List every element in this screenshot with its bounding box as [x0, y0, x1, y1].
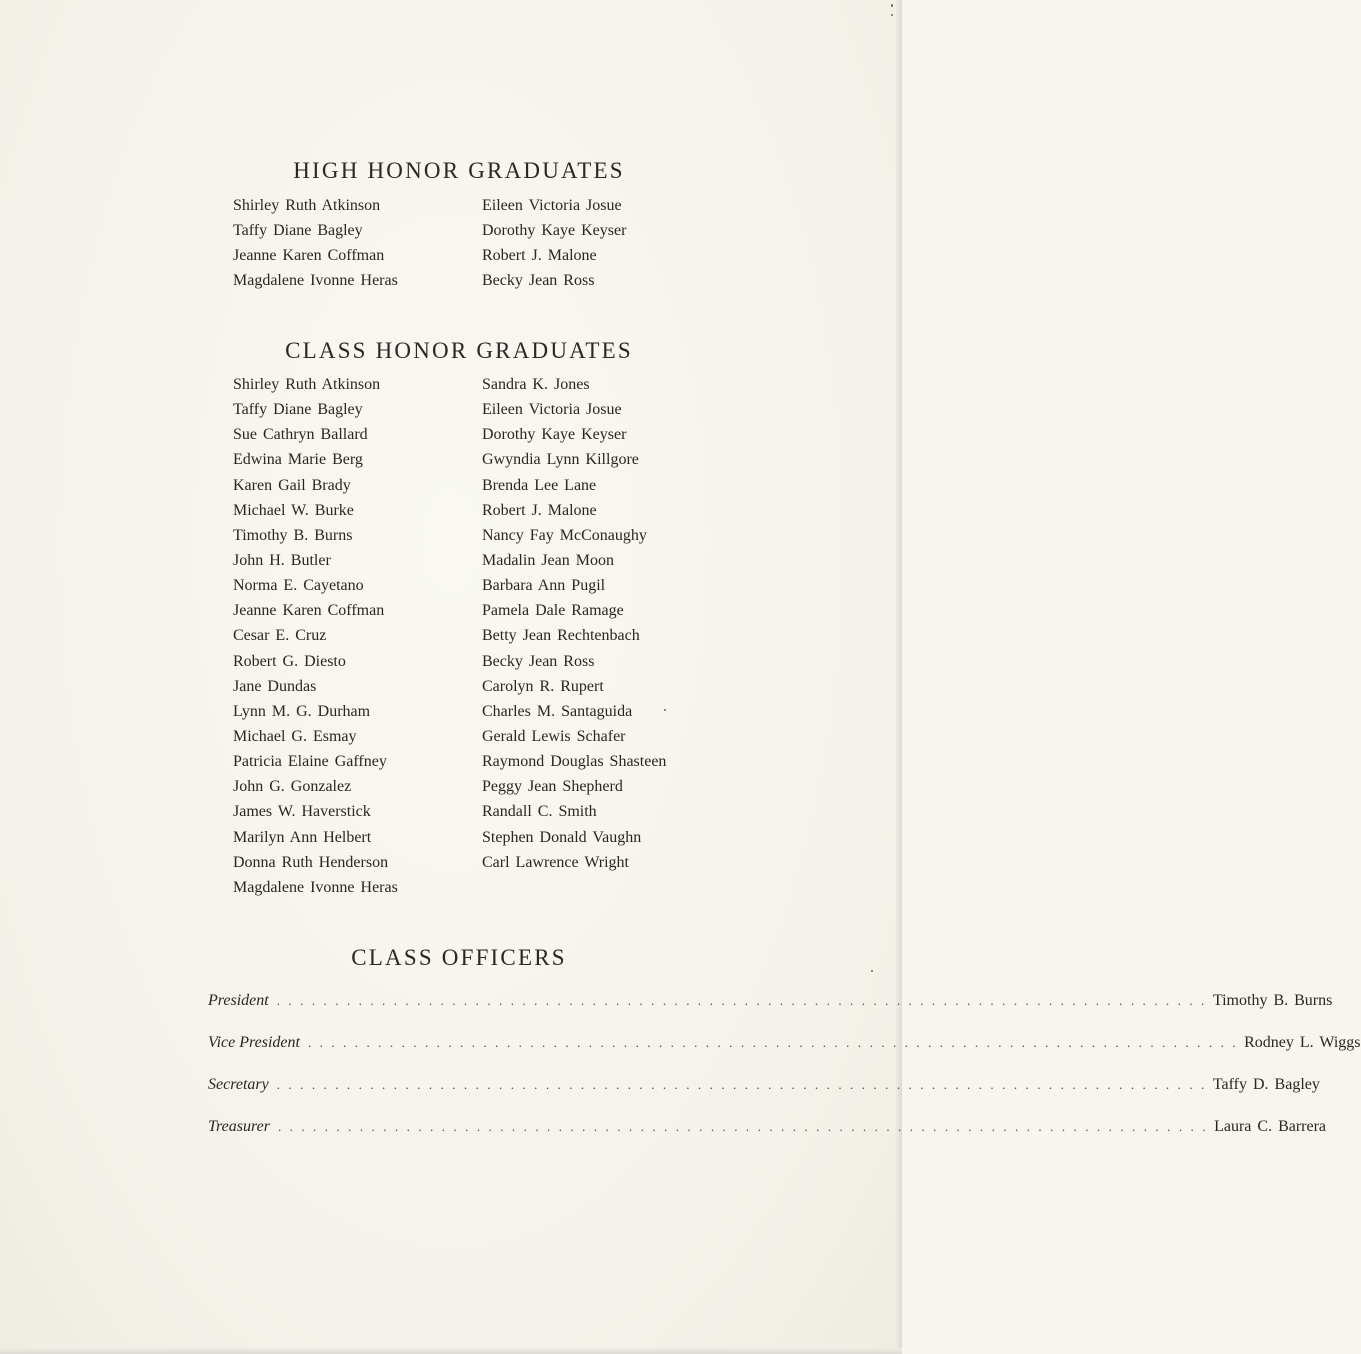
graduate-name: Becky Jean Ross: [482, 272, 595, 290]
graduate-name: Madalin Jean Moon: [482, 551, 614, 569]
officer-row-president: [208, 992, 1333, 1016]
graduate-name: Jeanne Karen Coffman: [233, 247, 385, 265]
graduate-name: Robert J. Malone: [482, 247, 597, 265]
officer-row-secretary: [208, 1076, 1320, 1100]
dot-leader: . . . . . . . . . . . . . . . . . . . . . . . . . . . . . . . . . . . . . . . . . . . . . . . . . . . . . . . . . . . . . . . . . . . . . . . . . . . . . . . .: [307, 1035, 1239, 1050]
graduate-name: Shirley Ruth Atkinson: [233, 376, 381, 393]
graduate-name: Dorothy Kaye Keyser: [482, 222, 627, 240]
officer-role: Treasurer: [208, 1118, 270, 1135]
graduate-name: Karen Gail Brady: [233, 476, 351, 494]
graduate-name: Raymond Douglas Shasteen: [482, 753, 667, 771]
officer-name: Timothy B. Burns: [1212, 992, 1333, 1009]
officer-role: Secretary: [208, 1076, 269, 1093]
graduate-name: Norma E. Cayetano: [233, 577, 364, 595]
graduate-name: Gwyndia Lynn Killgore: [482, 451, 639, 469]
graduate-name: Patricia Elaine Gaffney: [233, 753, 387, 771]
graduate-name: Taffy Diane Bagley: [233, 222, 363, 240]
high-honor-heading: HIGH HONOR GRADUATES: [293, 158, 625, 183]
officer-name: Rodney L. Wiggs: [1244, 1034, 1361, 1051]
graduate-name: Eileen Victoria Josue: [482, 197, 622, 214]
paper-speck: [871, 970, 873, 972]
graduate-name: Jeanne Karen Coffman: [233, 602, 385, 620]
graduate-name: Magdalene Ivonne Heras: [233, 272, 398, 290]
graduate-name: Robert G. Diesto: [233, 652, 346, 670]
graduate-name: Gerald Lewis Schafer: [482, 727, 626, 745]
graduate-name: Robert J. Malone: [482, 501, 597, 519]
page-edge-bottom: [0, 1348, 902, 1354]
graduate-name: Barbara Ann Pugil: [482, 577, 606, 595]
graduate-name: Jane Dundas: [233, 677, 317, 695]
graduate-name: John H. Butler: [233, 551, 331, 569]
class-honor-heading: CLASS HONOR GRADUATES: [285, 338, 633, 363]
class-officers-heading: CLASS OFFICERS: [351, 945, 567, 970]
graduate-name: Edwina Marie Berg: [233, 451, 363, 469]
high-honor-list-right: [482, 193, 626, 294]
class-honor-list-left: [233, 372, 398, 900]
graduate-name: Timothy B. Burns: [233, 526, 353, 544]
graduate-name: Pamela Dale Ramage: [482, 602, 624, 620]
graduate-name: Eileen Victoria Josue: [482, 401, 622, 419]
graduate-name: Brenda Lee Lane: [482, 476, 597, 494]
graduate-name: Charles M. Santaguida: [482, 702, 633, 720]
dot-leader: . . . . . . . . . . . . . . . . . . . . . . . . . . . . . . . . . . . . . . . . . . . . . . . . . . . . . . . . . . . . . . . . . . . . . . . . . . . . . . . .: [276, 1077, 1207, 1092]
graduate-name: Betty Jean Rechtenbach: [482, 627, 640, 645]
class-honor-list-right: [482, 372, 666, 875]
graduate-name: Nancy Fay McConaughy: [482, 526, 647, 544]
graduate-name: Lynn M. G. Durham: [233, 702, 371, 720]
graduate-name: Dorothy Kaye Keyser: [482, 426, 627, 444]
officer-name: Laura C. Barrera: [1214, 1118, 1327, 1135]
graduate-name: James W. Haverstick: [233, 803, 371, 821]
graduate-name: Randall C. Smith: [482, 803, 597, 821]
paper-speck: [891, 4, 893, 7]
graduate-name: Cesar E. Cruz: [233, 627, 327, 645]
dot-leader: . . . . . . . . . . . . . . . . . . . . . . . . . . . . . . . . . . . . . . . . . . . . . . . . . . . . . . . . . . . . . . . . . . . . . . . . . . . . . . . .: [276, 993, 1207, 1008]
graduate-name: Stephen Donald Vaughn: [482, 828, 642, 846]
officer-row-vice-president: [208, 1034, 1361, 1058]
graduate-name: Sue Cathryn Ballard: [233, 426, 368, 444]
graduate-name: Peggy Jean Shepherd: [482, 778, 623, 796]
graduate-name: Michael W. Burke: [233, 501, 354, 519]
officer-name: Taffy D. Bagley: [1212, 1076, 1320, 1093]
graduate-name: Carl Lawrence Wright: [482, 853, 629, 871]
graduate-name: Sandra K. Jones: [482, 376, 590, 393]
paper-speck: [891, 14, 893, 16]
graduate-name: Taffy Diane Bagley: [233, 401, 363, 419]
graduate-name: John G. Gonzalez: [233, 778, 352, 796]
paper-speck: [664, 709, 666, 711]
graduate-name: Shirley Ruth Atkinson: [233, 197, 381, 214]
officer-role: President: [208, 992, 269, 1009]
graduate-name: Michael G. Esmay: [233, 727, 357, 745]
dot-leader: . . . . . . . . . . . . . . . . . . . . . . . . . . . . . . . . . . . . . . . . . . . . . . . . . . . . . . . . . . . . . . . . . . . . . . . . . . . . . . . .: [277, 1119, 1209, 1134]
graduate-name: Marilyn Ann Helbert: [233, 828, 372, 846]
page-edge-right: [896, 0, 902, 1354]
high-honor-list-left: [233, 193, 398, 294]
graduate-name: Donna Ruth Henderson: [233, 853, 389, 871]
officer-row-treasurer: [208, 1118, 1327, 1142]
graduate-name: Magdalene Ivonne Heras: [233, 878, 398, 896]
graduate-name: Becky Jean Ross: [482, 652, 595, 670]
graduate-name: Carolyn R. Rupert: [482, 677, 604, 695]
officer-role: Vice President: [208, 1034, 300, 1051]
